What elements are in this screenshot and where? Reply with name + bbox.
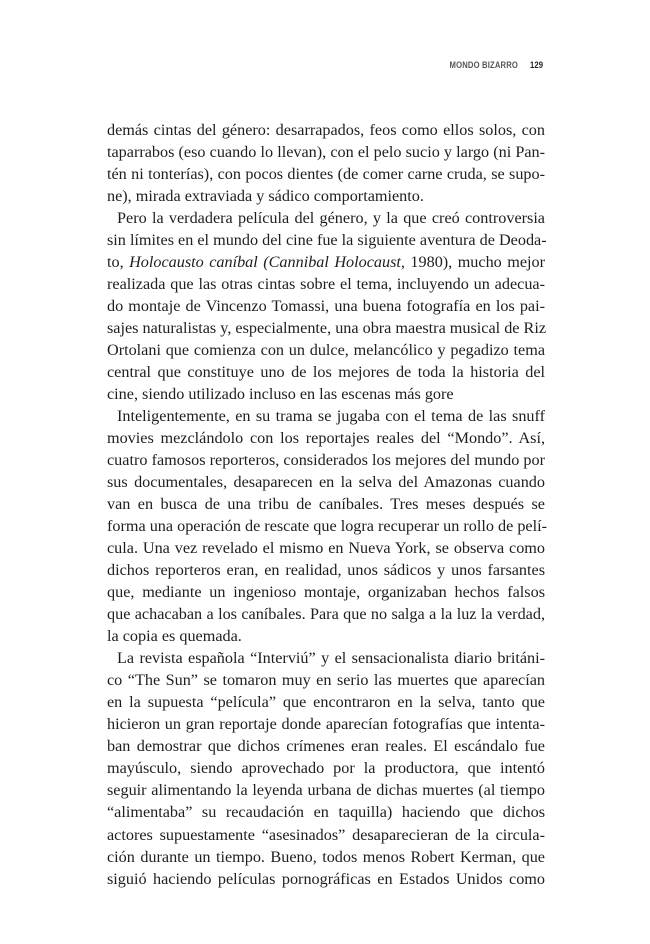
paragraph: [107, 405, 545, 647]
text-line: movies mezclándolo con los reportajes reales del “Mondo”. Así,: [107, 429, 545, 448]
paragraph: [107, 647, 545, 889]
text-line: forma una operación de rescate que logra recuperar un rollo de pelí-: [107, 517, 547, 536]
text-line: do montaje de Vincenzo Tomassi, una buena fotografía en los pai-: [107, 297, 545, 316]
text-line: siguió haciendo películas pornográficas en Estados Unidos como: [107, 869, 545, 888]
paragraph: [107, 207, 545, 405]
text-line: central que constituye uno de los mejores de toda la historia del: [107, 363, 545, 382]
text-line: cine, siendo utilizado incluso en las escenas más gore: [107, 385, 454, 404]
text-line: Inteligentemente, en su trama se jugaba con el tema de las snuff: [117, 407, 545, 426]
text-line: ban demostrar que dichos crímenes eran reales. El escándalo fue: [107, 737, 545, 756]
text-line: sin límites en el mundo del cine fue la siguiente aventura de Deoda-: [107, 231, 547, 250]
page-number: 129: [529, 60, 543, 70]
text-line: co “The Sun” se tomaron muy en serio las muertes que aparecían: [107, 671, 545, 690]
running-title: MONDO BIZARRO: [449, 60, 518, 70]
text-line: que, mediante un ingenioso montaje, organizaban hechos falsos: [107, 583, 545, 602]
text-line: van en busca de una tribu de caníbales. Tres meses después se: [107, 495, 545, 514]
text-line: Pero la verdadera película del género, y la que creó controversia: [117, 209, 545, 228]
text-line: seguir alimentando la leyenda urbana de dichas muertes (al tiempo: [107, 781, 545, 800]
paragraph: [107, 119, 545, 207]
text-line: mayúsculo, siendo aprovechado por la productora, que intentó: [107, 759, 545, 778]
text-line: que achacaban a los caníbales. Para que no salga a la luz la verdad,: [107, 605, 545, 624]
text-line: sus documentales, desaparecen en la selva del Amazonas cuando: [107, 473, 545, 492]
text-line: demás cintas del género: desarrapados, feos como ellos solos, con: [107, 121, 545, 139]
body-text: [107, 119, 545, 890]
text-line: la copia es quemada.: [107, 627, 242, 646]
text-line: en la supuesta “película” que encontraron en la selva, tanto que: [107, 693, 545, 712]
text-line: Ortolani que comienza con un dulce, melancólico y pegadizo tema: [107, 341, 545, 360]
text-line: actores supuestamente “asesinados” desaparecieran de la circula-: [107, 825, 545, 844]
text-line: to, Holocausto caníbal (Cannibal Holocaust, 1980), mucho mejor: [107, 253, 545, 272]
text-line: taparrabos (eso cuando lo llevan), con el pelo sucio y largo (ni Pan-: [107, 143, 545, 162]
text-line: tén ni tonterías), con pocos dientes (de comer carne cruda, se supo-: [107, 165, 545, 184]
text-line: ne), mirada extraviada y sádico comportamiento.: [107, 187, 424, 206]
text-line: dichos reporteros eran, en realidad, unos sádicos y unos farsantes: [107, 561, 545, 580]
text-line: cuatro famosos reporteros, considerados los mejores del mundo por: [107, 451, 545, 470]
text-line: La revista española “Interviú” y el sensacionalista diario británi-: [117, 649, 545, 668]
text-line: hicieron un gran reportaje donde aparecían fotografías que intenta-: [107, 715, 545, 734]
running-header: [449, 60, 543, 70]
text-line: realizada que las otras cintas sobre el tema, incluyendo un adecua-: [107, 275, 545, 294]
text-line: ción durante un tiempo. Bueno, todos menos Robert Kerman, que: [107, 847, 545, 866]
text-line: “alimentaba” su recaudación en taquilla) haciendo que dichos: [107, 803, 545, 822]
text-line: sajes naturalistas y, especialmente, una obra maestra musical de Riz: [107, 319, 546, 338]
text-line: cula. Una vez revelado el mismo en Nueva York, se observa como: [107, 539, 545, 558]
